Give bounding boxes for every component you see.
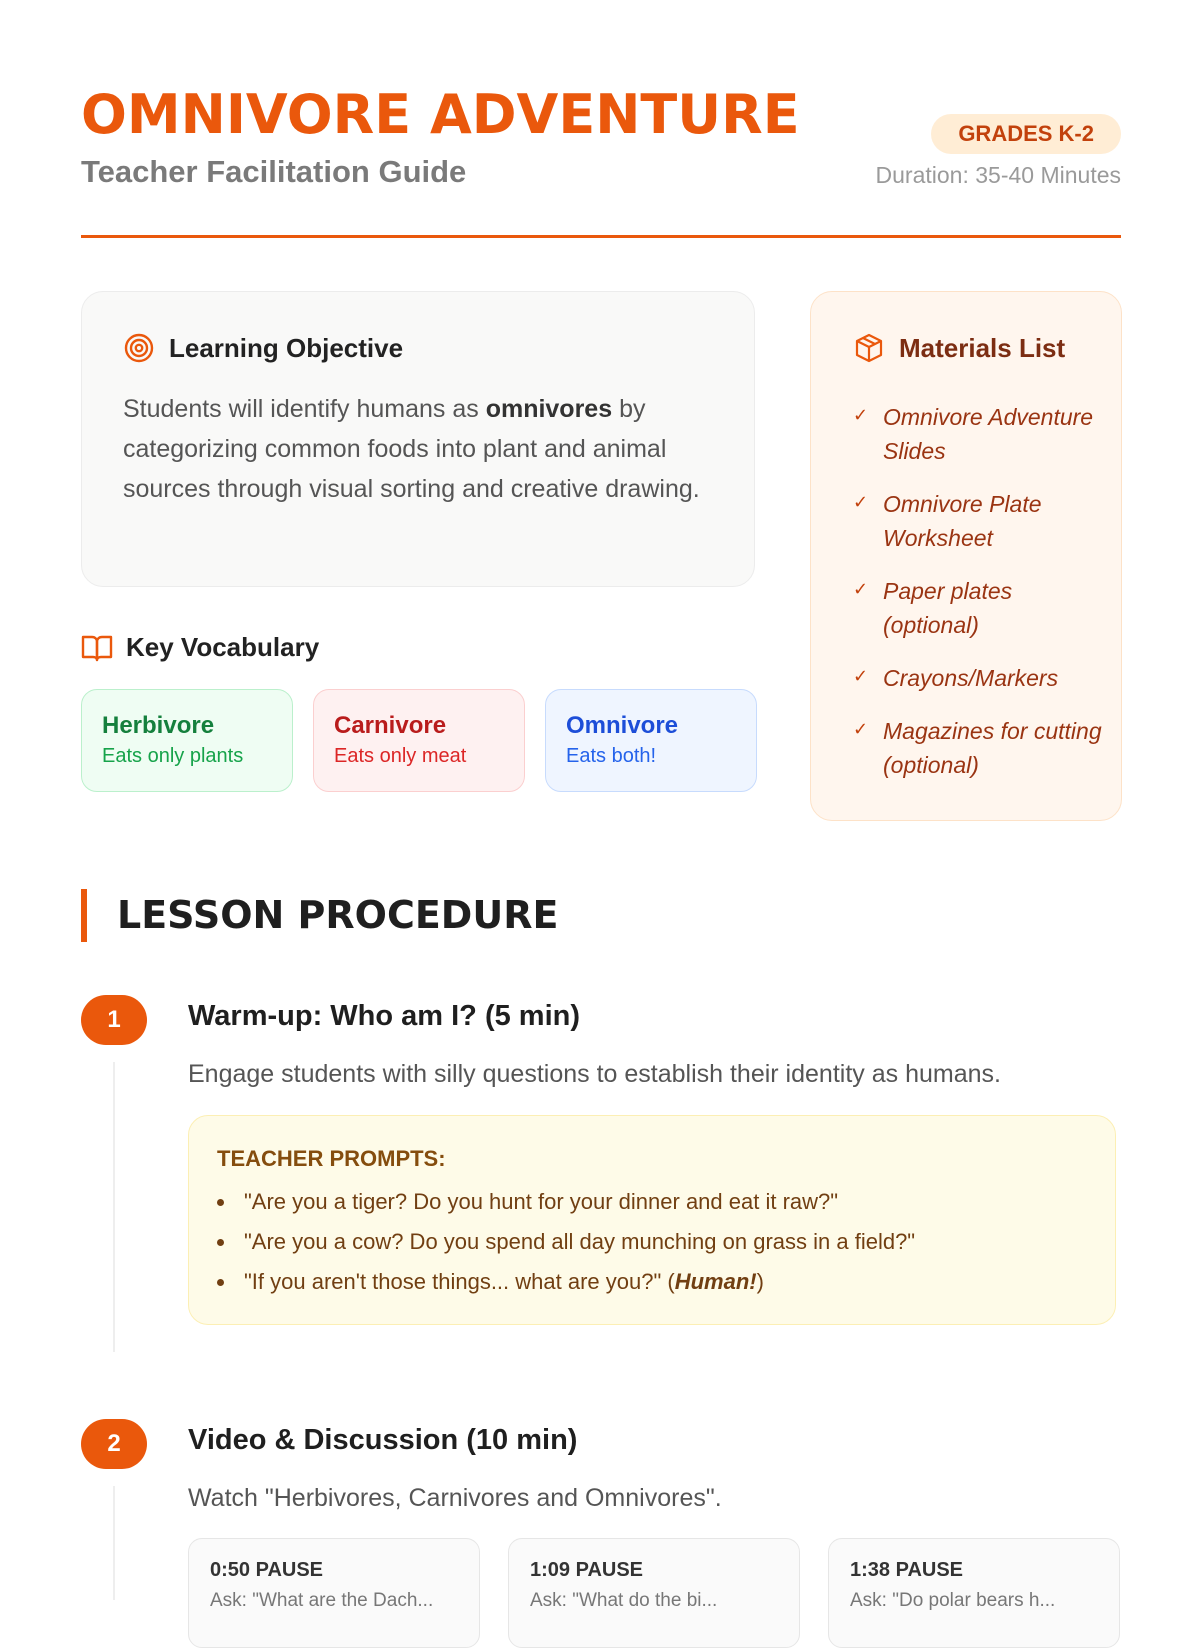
target-icon xyxy=(123,332,155,364)
step-description: Engage students with silly questions to establish their identity as humans. xyxy=(188,1060,1001,1088)
pause-timestamp: 1:09 PAUSE xyxy=(530,1559,644,1581)
teacher-prompt-text-end: ) xyxy=(756,1269,764,1294)
vocab-term: Herbivore xyxy=(102,712,215,739)
video-pause-card xyxy=(188,1538,480,1648)
objective-text-end: by categorizing common foods into plant and animal sources through visual sorting and creative drawing. xyxy=(123,395,700,503)
duration-label: Duration: 35-40 Minutes xyxy=(875,162,1121,188)
video-pause-card xyxy=(828,1538,1120,1648)
vocab-definition: Eats only plants xyxy=(102,745,244,767)
teacher-prompt xyxy=(217,1262,1087,1302)
materials-list-header xyxy=(853,332,1065,364)
vocab-definition: Eats only meat xyxy=(334,745,467,767)
materials-list-card xyxy=(810,291,1122,821)
material-item xyxy=(853,714,1103,782)
lesson-procedure-title: LESSON PROCEDURE xyxy=(117,893,559,937)
key-vocabulary-title: Key Vocabulary xyxy=(126,632,320,662)
check-icon: ✓ xyxy=(853,719,869,739)
book-icon xyxy=(81,633,113,663)
vocab-definition: Eats both! xyxy=(566,745,657,767)
pause-timestamp: 1:38 PAUSE xyxy=(850,1559,964,1581)
teacher-prompts-label: TEACHER PROMPTS: xyxy=(217,1146,446,1171)
vocab-card-omnivore xyxy=(545,689,757,792)
step-title: Warm-up: Who am I? (5 min) xyxy=(188,1000,581,1032)
material-item-label: Omnivore Plate Worksheet xyxy=(883,491,1042,551)
check-icon: ✓ xyxy=(853,579,869,599)
material-item-label: Crayons/Markers xyxy=(883,665,1059,691)
learning-objective-card xyxy=(81,291,755,587)
objective-keyword: omnivores xyxy=(485,395,613,423)
material-item xyxy=(853,400,1103,468)
vocab-term: Carnivore xyxy=(334,712,447,739)
grade-badge: GRADES K-2 xyxy=(931,114,1121,154)
material-item-label: Omnivore Adventure Slides xyxy=(883,404,1094,464)
key-vocabulary-header xyxy=(81,632,319,663)
step-title: Video & Discussion (10 min) xyxy=(188,1424,578,1456)
material-item xyxy=(853,574,1103,642)
teacher-prompt-text: "If you aren't those things... what are you?" ( xyxy=(244,1269,675,1294)
step-number-badge: 1 xyxy=(81,995,147,1045)
materials-list-title: Materials List xyxy=(899,332,1066,363)
learning-objective-title: Learning Objective xyxy=(169,332,404,363)
video-pause-card xyxy=(508,1538,800,1648)
pause-question: Ask: "Do polar bears h... xyxy=(850,1590,1056,1611)
learning-objective-header xyxy=(123,332,403,364)
teacher-prompts-box xyxy=(188,1115,1116,1325)
teacher-prompt: "Are you a cow? Do you spend all day munching on grass in a field?" xyxy=(217,1222,1087,1262)
page-subtitle: Teacher Facilitation Guide xyxy=(81,154,467,189)
step-timeline-line xyxy=(113,1486,115,1600)
step-number-badge: 2 xyxy=(81,1419,147,1469)
vocab-term: Omnivore xyxy=(566,712,679,739)
page-header xyxy=(81,84,1121,238)
vocab-card-carnivore xyxy=(313,689,525,792)
materials-list xyxy=(853,400,1103,801)
pause-question: Ask: "What do the bi... xyxy=(530,1590,718,1611)
material-item xyxy=(853,487,1103,555)
objective-text-start: Students will identify humans as xyxy=(123,395,486,423)
step-timeline-line xyxy=(113,1062,115,1352)
teacher-prompt: "Are you a tiger? Do you hunt for your dinner and eat it raw?" xyxy=(217,1182,1087,1222)
material-item xyxy=(853,661,1103,695)
material-item-label: Paper plates (optional) xyxy=(883,578,1013,638)
lesson-procedure-heading xyxy=(81,889,558,942)
material-item-label: Magazines for cutting (optional) xyxy=(883,718,1102,778)
pause-question: Ask: "What are the Dach... xyxy=(210,1590,434,1611)
teacher-prompt-answer: Human! xyxy=(674,1269,757,1294)
pause-timestamp: 0:50 PAUSE xyxy=(210,1559,324,1581)
check-icon: ✓ xyxy=(853,405,869,425)
check-icon: ✓ xyxy=(853,666,869,686)
teacher-prompts-list xyxy=(217,1182,1087,1302)
package-icon xyxy=(853,332,885,364)
check-icon: ✓ xyxy=(853,492,869,512)
vocab-card-herbivore xyxy=(81,689,293,792)
step-description: Watch "Herbivores, Carnivores and Omnivores". xyxy=(188,1484,722,1512)
page-title: OMNIVORE ADVENTURE xyxy=(81,83,800,146)
learning-objective-text xyxy=(123,389,723,509)
